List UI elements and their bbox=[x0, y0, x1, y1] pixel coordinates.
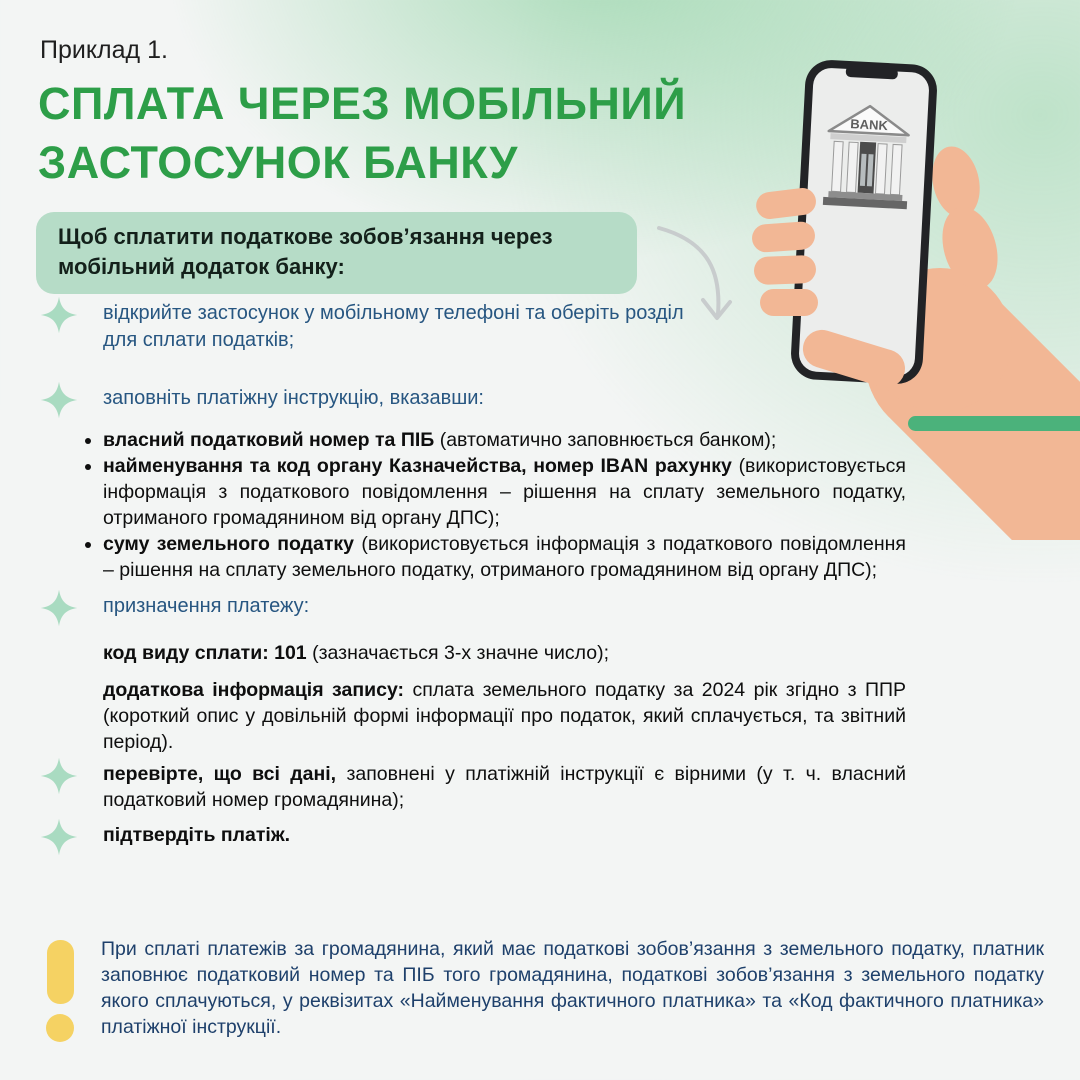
sparkle-icon bbox=[40, 589, 78, 627]
page-title-line2: ЗАСТОСУНОК БАНКУ bbox=[38, 137, 518, 188]
list-item: • суму земельного податку (використовується інформація з податкового повідомлення – рішення на сплату земельного податку, отриманого громадянином від органу ДПС); bbox=[103, 531, 906, 583]
sparkle-icon bbox=[40, 757, 78, 795]
bank-icon-label: BANK bbox=[849, 116, 889, 134]
step-fill-instruction bbox=[40, 385, 906, 419]
kicker-label: Приклад 1. bbox=[40, 36, 168, 64]
step-confirm-payment bbox=[40, 822, 906, 856]
step-text: перевірте, що всі дані, заповнені у платіжній інструкції є вірними (у т. ч. власний податковий номер громадянина); bbox=[103, 763, 906, 811]
extra-info-line: додаткова інформація запису: сплата земельного податку за 2024 рік згідно з ППР (короткий опис у довільній формі інформації про податок, який сплачується, та звітний період). bbox=[103, 679, 907, 753]
lead-box bbox=[36, 212, 637, 294]
warning-text: При сплаті платежів за громадянина, який має податкові зобов’язання з земельного податку, платник заповнює податковий номер та ПІБ того громадянина, податкові зобов’язання з земельного податку якого сплачуються, у реквізитах «Найменування фактичного платника» та «Код фактичного платника» платіжної інструкції. bbox=[101, 938, 1044, 1038]
list-item: • найменування та код органу Казначейства, номер IBAN рахунку (використовується інформація з податкового повідомлення – рішення на сплату земельного податку, отриманого громадянином від органу ДПС); bbox=[103, 453, 906, 531]
lead-box-text: Щоб сплатити податкове зобов’язання через мобільний додаток банку: bbox=[58, 224, 553, 279]
page-title-line1: СПЛАТА ЧЕРЕЗ МОБІЛЬНИЙ bbox=[38, 78, 687, 129]
sparkle-icon bbox=[40, 296, 78, 334]
step-text: заповніть платіжну інструкцію, вказавши: bbox=[103, 387, 484, 409]
payment-code-line: код виду сплати: 101 (зазначається 3-х значне число); bbox=[103, 642, 610, 664]
warning-note bbox=[40, 936, 1044, 1046]
exclamation-icon bbox=[40, 938, 80, 1046]
page-title bbox=[38, 74, 686, 192]
step-payment-purpose bbox=[40, 593, 906, 627]
sparkle-icon bbox=[40, 381, 78, 419]
list-item: • власний податковий номер та ПІБ (автоматично заповнюється банком); bbox=[103, 427, 906, 453]
sparkle-icon bbox=[40, 818, 78, 856]
step-open-app bbox=[40, 300, 906, 354]
step-text: підтвердіть платіж. bbox=[103, 824, 291, 846]
steps-list bbox=[40, 296, 906, 856]
green-accent-bar bbox=[908, 416, 1080, 431]
step-verify-data bbox=[40, 761, 906, 813]
step-text: відкрийте застосунок у мобільному телефоні та оберіть розділ для сплати податків; bbox=[103, 302, 684, 351]
step-text: призначення платежу: bbox=[103, 595, 310, 617]
instruction-sub-list bbox=[40, 427, 906, 583]
